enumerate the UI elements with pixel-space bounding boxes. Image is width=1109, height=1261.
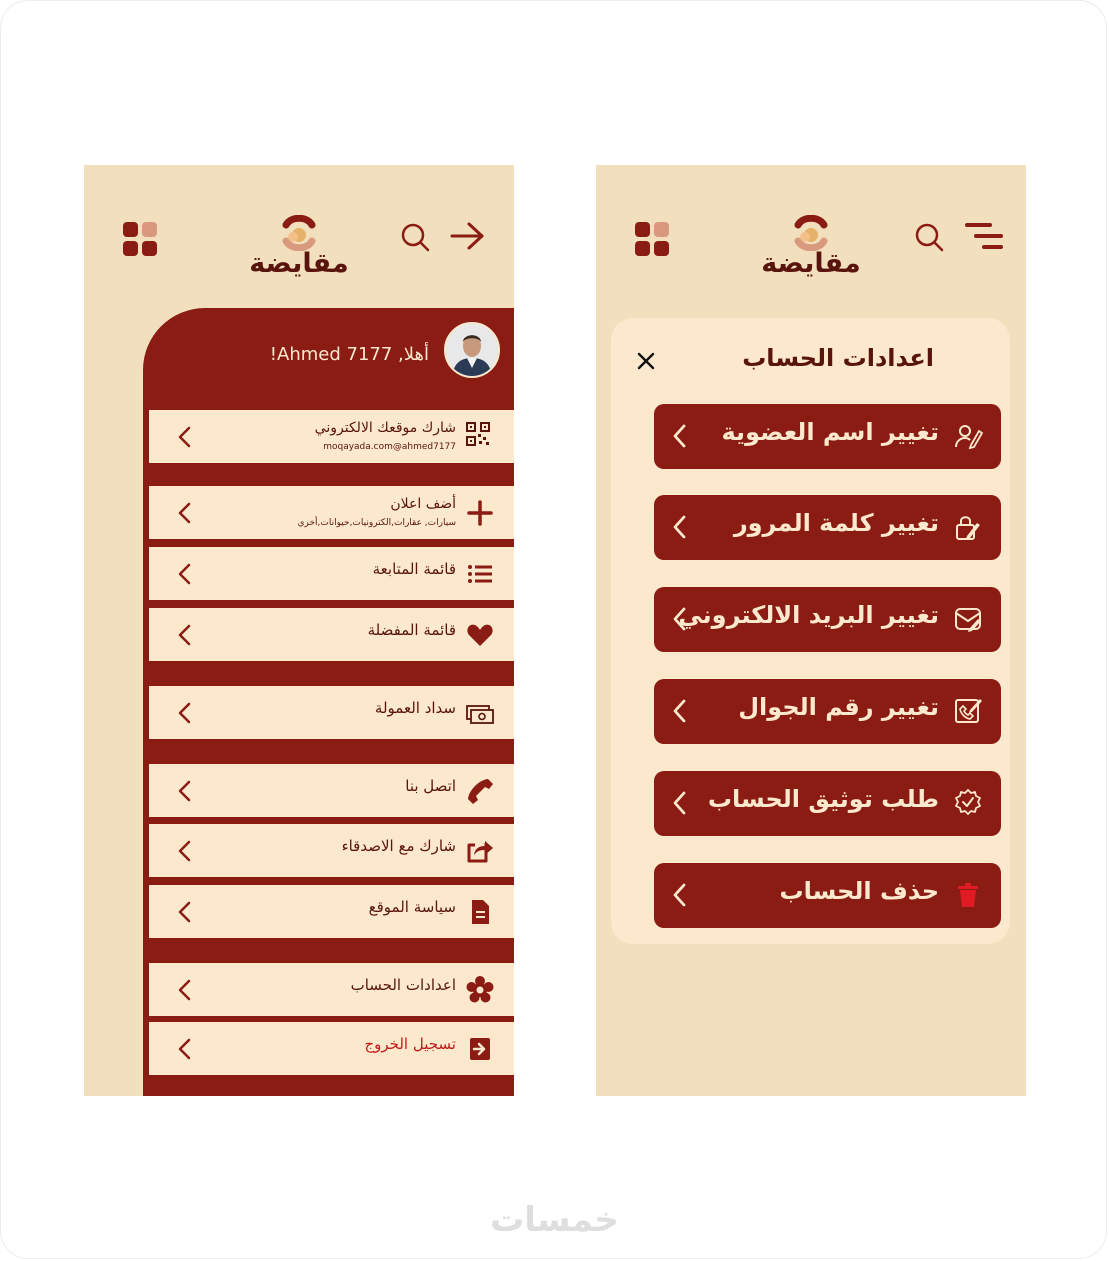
menu-item-label: سداد العمولة — [374, 699, 456, 717]
brand-logo — [751, 215, 871, 285]
settings-item-label: تغيير كلمة المرور — [733, 509, 939, 537]
menu-item-sub: سيارات, عقارات,الكترونيات,حيوانات,أخري — [297, 518, 456, 528]
menu-item-label: قائمة المتابعة — [372, 560, 456, 578]
chevron-left-icon — [672, 699, 686, 723]
brand-logo — [239, 215, 359, 285]
menu-item-label: أضف اعلان — [390, 496, 456, 512]
settings-icon — [466, 976, 494, 1004]
close-icon[interactable] — [637, 352, 655, 370]
phone-icon — [466, 777, 494, 805]
menu-item-contact-us[interactable] — [149, 764, 514, 817]
menu-item-label: قائمة المفضلة — [367, 621, 456, 639]
arrow-right-icon[interactable] — [448, 219, 488, 253]
menu-item-logout[interactable] — [149, 1022, 514, 1075]
qr-code-icon — [466, 422, 490, 446]
menu-item-site-policy[interactable] — [149, 885, 514, 938]
chevron-left-icon — [177, 624, 191, 646]
menu-item-watch-list[interactable] — [149, 547, 514, 600]
menu-item-share-friends[interactable] — [149, 824, 514, 877]
list-icon — [466, 560, 494, 588]
account-settings-card — [611, 318, 1010, 944]
logo-mark-icon — [789, 215, 833, 251]
greeting-text: أهلا, Ahmed 7177! — [269, 344, 429, 365]
change-email-button[interactable] — [654, 587, 1001, 652]
menu-item-sub: moqayada.com@ahmed7177 — [323, 442, 456, 452]
lock-edit-icon — [953, 512, 983, 542]
grid-icon[interactable] — [635, 222, 671, 258]
logout-icon — [466, 1035, 494, 1063]
chevron-left-icon — [177, 979, 191, 1001]
chevron-left-icon — [177, 502, 191, 524]
delete-account-button[interactable] — [654, 863, 1001, 928]
menu-item-pay-commission[interactable] — [149, 686, 514, 739]
mail-edit-icon — [953, 604, 983, 634]
menu-item-share-site[interactable] — [149, 410, 514, 463]
menu-item-label: تسجيل الخروج — [364, 1035, 456, 1053]
plus-icon — [466, 499, 494, 527]
search-icon[interactable] — [914, 222, 944, 252]
phone-edit-icon — [953, 696, 983, 726]
user-edit-icon — [953, 421, 983, 451]
change-username-button[interactable] — [654, 404, 1001, 469]
settings-item-label: تغيير رقم الجوال — [738, 693, 939, 721]
user-photo-icon — [446, 324, 498, 376]
menu-item-label: شارك موقعك الالكتروني — [314, 420, 456, 436]
money-icon — [466, 699, 494, 727]
logo-text: مقايضة — [761, 248, 861, 279]
menu-item-label: اتصل بنا — [405, 777, 456, 795]
side-drawer — [143, 308, 514, 1096]
chevron-left-icon — [177, 702, 191, 724]
chevron-left-icon — [177, 426, 191, 448]
right-phone-screen — [596, 165, 1026, 1096]
trash-icon — [953, 880, 983, 910]
left-phone-screen — [84, 165, 514, 1096]
chevron-left-icon — [177, 901, 191, 923]
menu-item-favorites[interactable] — [149, 608, 514, 661]
chevron-left-icon — [672, 883, 686, 907]
share-icon — [466, 837, 494, 865]
settings-item-label: حذف الحساب — [779, 877, 939, 905]
menu-icon[interactable] — [964, 219, 1004, 253]
heart-icon — [466, 621, 494, 649]
menu-item-label: شارك مع الاصدقاء — [341, 837, 456, 855]
chevron-left-icon — [672, 515, 686, 539]
logo-mark-icon — [277, 215, 321, 251]
watermark: خمسات — [490, 1200, 619, 1240]
document-icon — [466, 898, 494, 926]
menu-item-account-settings[interactable] — [149, 963, 514, 1016]
change-phone-button[interactable] — [654, 679, 1001, 744]
menu-item-label: سياسة الموقع — [368, 898, 456, 916]
verified-icon — [953, 788, 983, 818]
search-icon[interactable] — [400, 222, 430, 252]
settings-title: اعدادات الحساب — [742, 344, 934, 372]
chevron-left-icon — [177, 840, 191, 862]
chevron-left-icon — [177, 563, 191, 585]
verify-account-button[interactable] — [654, 771, 1001, 836]
settings-item-label: تغيير اسم العضوية — [721, 418, 939, 446]
menu-item-add-ad[interactable] — [149, 486, 514, 539]
chevron-left-icon — [177, 1038, 191, 1060]
chevron-left-icon — [177, 780, 191, 802]
menu-item-label: اعدادات الحساب — [350, 976, 456, 994]
settings-item-label: طلب توثيق الحساب — [707, 785, 939, 813]
change-password-button[interactable] — [654, 495, 1001, 560]
settings-item-label: تغيير البريد الالكتروني — [678, 601, 939, 629]
logo-text: مقايضة — [249, 248, 349, 279]
chevron-left-icon — [672, 424, 686, 448]
grid-icon[interactable] — [123, 222, 159, 258]
chevron-left-icon — [672, 791, 686, 815]
avatar[interactable] — [444, 322, 500, 378]
